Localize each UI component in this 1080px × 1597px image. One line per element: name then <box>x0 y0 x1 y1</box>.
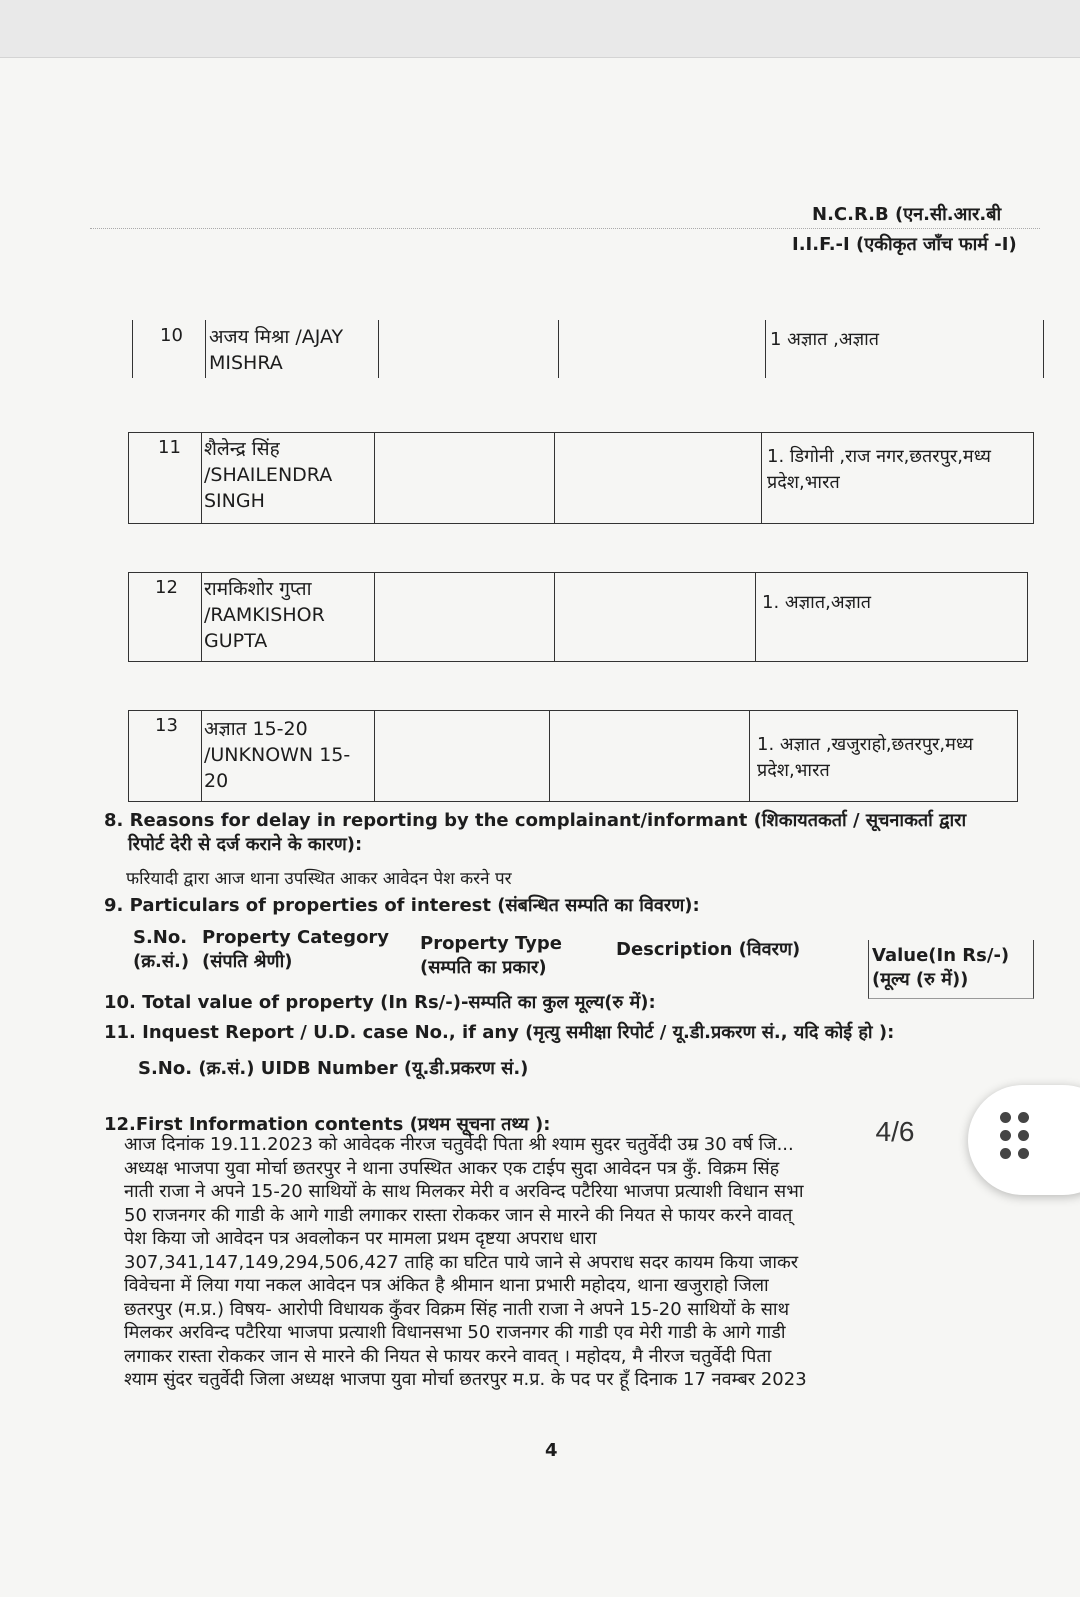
accused-address: 1. अज्ञात ,खजुराहो,छतरपुर,मध्य प्रदेश,भारत <box>757 734 974 781</box>
section-8-heading: 8. Reasons for delay in reporting by the complainant/informant (शिकायतकर्ता / सूचनाकर्ता द्वारा <box>104 810 967 831</box>
col-description: Description (विवरण) <box>616 939 801 960</box>
section-11-heading: 11. Inquest Report / U.D. case No., if any (मृत्यु समीक्षा रिपोर्ट / यू.डी.प्रकरण सं., यदि कोई हो ): <box>104 1022 895 1043</box>
serial-number: 11 <box>158 437 181 458</box>
accused-address: 1. अज्ञात,अज्ञात <box>762 592 872 613</box>
fir-line: छतरपुर (म.प्र.) विषय- आरोपी विधायक कुँवर विक्रम सिंह नाती राजा ने अपने 15-20 साथियों के साथ <box>124 1298 790 1320</box>
more-options-button[interactable] <box>968 1085 1080 1195</box>
accused-address: 1 अज्ञात ,अज्ञात <box>770 329 880 350</box>
accused-name: अज्ञात 15-20 /UNKNOWN 15- 20 <box>204 718 351 792</box>
col-value: Value(In Rs/-) (मूल्य (रु में)) <box>872 945 1010 990</box>
fir-line: 307,341,147,149,294,506,427 ताहि का घटित पाये जाने से अपराध सदर कायम किया जाकर <box>124 1251 799 1273</box>
section-8-heading-line2: रिपोर्ट देरी से दर्ज कराने के कारण): <box>128 834 363 855</box>
section-12-heading: 12.First Information contents (प्रथम सूचना तथ्य ): <box>104 1114 551 1135</box>
section-8-text: फरियादी द्वारा आज थाना उपस्थित आकर आवेदन पेश करने पर <box>126 869 512 889</box>
fir-line: अध्यक्ष भाजपा युवा मोर्चा छतरपुर ने थाना उपस्थित आकर एक टाईप सुदा आवेदन पत्र कुँ. विक्रम सिंह <box>124 1157 780 1179</box>
serial-number: 12 <box>155 577 178 598</box>
fir-line: मिलकर अरविन्द पटैरिया भाजपा प्रत्याशी विधानसभा 50 राजनगर की गाडी एव मेरी गाडी के आगे गाडी <box>124 1322 786 1343</box>
viewer-top-bar <box>0 0 1080 58</box>
header-rule <box>90 228 1040 229</box>
accused-name: शैलेन्द्र सिंह /SHAILENDRA SINGH <box>204 438 333 512</box>
accused-address: 1. डिगोनी ,राज नगर,छतरपुर,मध्य प्रदेश,भारत <box>767 446 991 493</box>
section-9-heading: 9. Particulars of properties of interest (संबन्धित सम्पति का विवरण): <box>104 895 700 916</box>
section-10-heading: 10. Total value of property (In Rs/-)-सम्पति का कुल मूल्य(रु में): <box>104 992 656 1013</box>
fir-line: लगाकर रास्ता रोककर जान से मारने की नियत से फायर करने वावत् । महोदय, मै नीरज चतुर्वेदी पिता <box>124 1345 772 1367</box>
fir-line: 50 राजनगर की गाडी के आगे गाडी लगाकर रास्ता रोककर जान से मारने की नियत से फायर करने वावत् <box>124 1204 793 1226</box>
accused-name: रामकिशोर गुप्ता /RAMKISHOR GUPTA <box>204 578 325 652</box>
page-number: 4 <box>545 1440 558 1461</box>
serial-number: 10 <box>160 325 183 346</box>
section-11-subheading: S.No. (क्र.सं.) UIDB Number (यू.डी.प्रकरण सं.) <box>138 1058 529 1079</box>
fir-line: पेश किया जो आवेदन पत्र अवलोकन पर मामला प्रथम दृष्टया अपराध धारा <box>124 1228 597 1249</box>
col-sno: S.No. (क्र.सं.) <box>133 927 190 972</box>
page-indicator: 4/6 <box>875 1116 915 1147</box>
col-property-category: Property Category (संपति श्रेणी) <box>202 927 390 972</box>
more-dots-icon[interactable] <box>998 1110 1038 1170</box>
fir-contents <box>124 1133 904 1392</box>
iif-header: I.I.F.-I (एकीकृत जाँच फार्म -I) <box>792 234 1017 255</box>
fir-line: श्याम सुंदर चतुर्वेदी जिला अध्यक्ष भाजपा युवा मोर्चा छतरपुर म.प्र. के पद पर हूँ दिनाक 17 नवम्बर 2023 <box>124 1369 807 1390</box>
col-property-type: Property Type (सम्पति का प्रकार) <box>420 933 562 978</box>
fir-line: आज दिनांक 19.11.2023 को आवेदक नीरज चतुर्वेदी पिता श्री श्याम सुदर चतुर्वेदी उम्र 30 वर्ष जि... <box>124 1134 794 1155</box>
fir-line: विवेचना में लिया गया नकल आवेदन पत्र अंकित है श्रीमान थाना प्रभारी महोदय, थाना खजुराहो जिला <box>124 1275 769 1296</box>
accused-name: अजय मिश्रा /AJAY MISHRA <box>209 326 344 374</box>
ncrb-header: N.C.R.B (एन.सी.आर.बी <box>812 204 1002 225</box>
fir-line: नाती राजा ने अपने 15-20 साथियों के साथ मिलकर मेरी व अरविन्द पटैरिया भाजपा प्रत्याशी विधान सभा <box>124 1181 804 1202</box>
serial-number: 13 <box>155 715 178 736</box>
